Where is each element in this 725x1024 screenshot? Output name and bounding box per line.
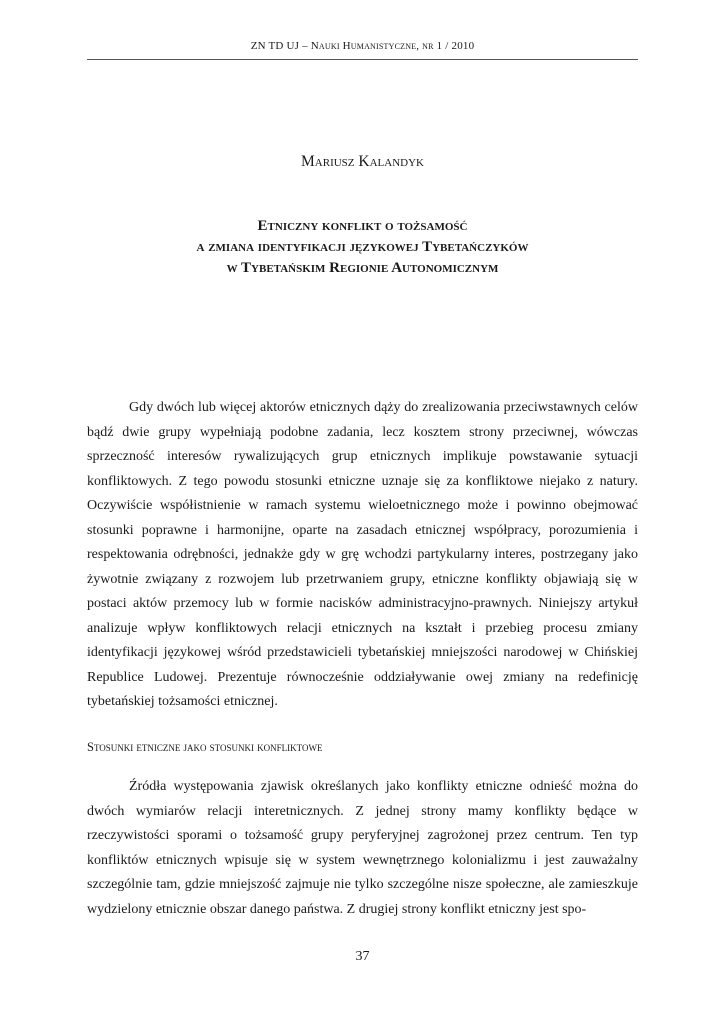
author-name: Mariusz Kalandyk — [301, 153, 424, 170]
page-number: 37 — [355, 949, 370, 964]
section-heading: Stosunki etniczne jako stosunki konfliktowe — [87, 740, 323, 754]
running-header: ZN TD UJ – Nauki Humanistyczne, nr 1 / 2010 — [250, 40, 475, 52]
header-rule — [87, 59, 638, 60]
title-line-2: a zmiana identyfikacji językowej Tybetańczyków — [196, 239, 529, 255]
title-line-1: Etniczny konflikt o tożsamość — [257, 218, 468, 234]
article-title — [87, 216, 638, 279]
abstract — [87, 396, 638, 715]
title-line-3: w Tybetańskim Regionie Autonomicznym — [226, 260, 499, 276]
section-paragraph: Źródła występowania zjawisk określanych jako konflikty etniczne odnieść można do dwóch wymiarów relacji interetnicznych. Z jednej strony mamy konflikty będące w rzeczywistości sporami o tożsamość grupy peryferyjnej zagrożonej przez centrum. Ten typ konfliktów etnicznych wpisuje się w system wewnętrznego kolonializmu i jest zauważalny szczególnie tam, gdzie mniejszość zajmuje nie tylko szczególne nisze społeczne, ale zamieszkuje wydzielony etnicznie obszar danego państwa. Z drugiej strony konflikt etniczny jest spo- — [87, 779, 638, 917]
abstract-paragraph: Gdy dwóch lub więcej aktorów etnicznych dąży do zrealizowania przeciwstawnych celów bądź dwie grupy wypełniają podobne zadania, lecz kosztem strony przeciwnej, wówczas sprzeczność interesów rywalizujących grup etnicznych implikuje powstawanie sytuacji konfliktowych. Z tego powodu stosunki etniczne uznaje się za konfliktowe niejako z natury. Oczywiście współistnienie w ramach systemu wieloetnicznego może i powinno obejmować stosunki poprawne i harmonijne, oparte na zasadach etnicznej współpracy, porozumienia i respektowania odrębności, jednakże gdy w grę wchodzi partykularny interes, postrzegany jako żywotnie związany z rozwojem lub przetrwaniem grupy, etniczne konflikty objawiają się w postaci aktów przemocy lub w formie nacisków administracyjno-prawnych. Niniejszy artykuł analizuje wpływ konfliktowych relacji etnicznych na kształt i przebieg procesu zmiany identyfikacji językowej wśród przedstawicieli tybetańskiej mniejszości narodowej w Chińskiej Republice Ludowej. Prezentuje równocześnie oddziaływanie owej zmiany na redefinicję tybetańskiej tożsamości etnicznej. — [87, 400, 638, 709]
section-body — [87, 775, 638, 922]
